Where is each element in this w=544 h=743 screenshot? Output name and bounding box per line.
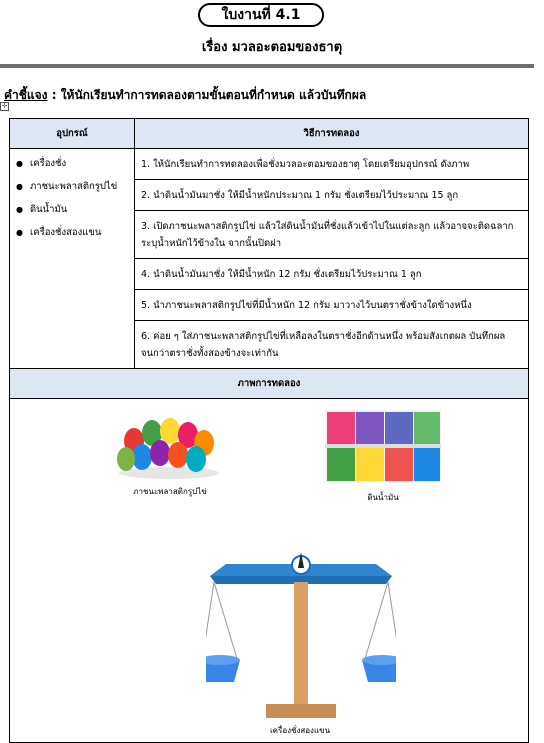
worksheet-title-text: ใบงานที่ 4.1 [221, 7, 301, 23]
balance-caption: เครื่องชั่งสองแขน [269, 726, 331, 735]
list-item: ● เครื่องชั่ง [16, 157, 128, 180]
balance-scale-image [206, 544, 396, 734]
step-6: 6. ค่อย ๆ ใส่ภาชนะพลาสติกรูปไข่ที่เหลือลงในตราชั่งอีกด้านหนึ่ง พร้อมสังเกตผล บันทึกผล จนกว่าตราชั่งทั้งสองข้างจะเท่ากัน [141, 331, 506, 359]
pictures-header: ภาพการทดลอง [10, 369, 529, 399]
step-3: 3. เปิดภาชนะพลาสติกรูปไข่ แล้วใส่ดินน้ำมันที่ชั่งแล้วเข้าไปในแต่ละลูก แล้วอาจจะติดฉลากระบุน้ำหนักไว้ข้างใน จากนั้นปิดฝา [135, 211, 528, 259]
list-item: ● เครื่องชั่งสองแขน [16, 226, 128, 249]
materials-header: อุปกรณ์ [10, 119, 135, 149]
plastic-eggs-image [104, 411, 234, 481]
list-item: ● ภาชนะพลาสติกรูปไข่ [16, 180, 128, 203]
step-4: 4. นำดินน้ำมันมาชั่ง ให้มีน้ำหนัก 12 กรัม ชั่งเตรียมไว้ประมาณ 1 ลูก [135, 259, 528, 290]
eggs-caption: ภาชนะพลาสติกรูปไข่ [133, 487, 207, 496]
step-2: 2. นำดินน้ำมันมาชั่ง ให้มีน้ำหนักประมาณ 1 กรัม ชั่งเตรียมไว้ประมาณ 15 ลูก [135, 180, 528, 211]
instruction-text: : ให้นักเรียนทำการทดลองตามขั้นตอนที่กำหนด แล้วบันทึกผล [47, 88, 367, 102]
clay-caption: ดินน้ำมัน [367, 493, 399, 502]
list-item: ● ดินน้ำมัน [16, 203, 128, 226]
materials-cell [10, 149, 135, 369]
method-header: วิธีการทดลอง [135, 119, 529, 149]
method-cell [135, 149, 529, 369]
worksheet-subject: เรื่อง มวลอะตอมของธาตุ [201, 40, 343, 55]
experiment-table [9, 118, 529, 743]
materials-list [16, 157, 128, 249]
instruction-label: คำชี้แจง [4, 88, 48, 102]
pictures-cell [10, 399, 529, 743]
divider [0, 64, 534, 68]
clay-image [321, 408, 445, 486]
instruction [4, 86, 366, 105]
worksheet-title [198, 3, 324, 27]
table-move-handle-icon[interactable]: ✛ [1, 102, 8, 110]
step-1: 1. ให้นักเรียนทำการทดลองเพื่อชั่งมวลอะตอมของธาตุ โดยเตรียมอุปกรณ์ ดังภาพ [135, 149, 528, 180]
step-5: 5. นำภาชนะพลาสติกรูปไข่ที่มีน้ำหนัก 12 กรัม มาวางไว้บนตราชั่งข้างใดข้างหนึ่ง [135, 290, 528, 321]
